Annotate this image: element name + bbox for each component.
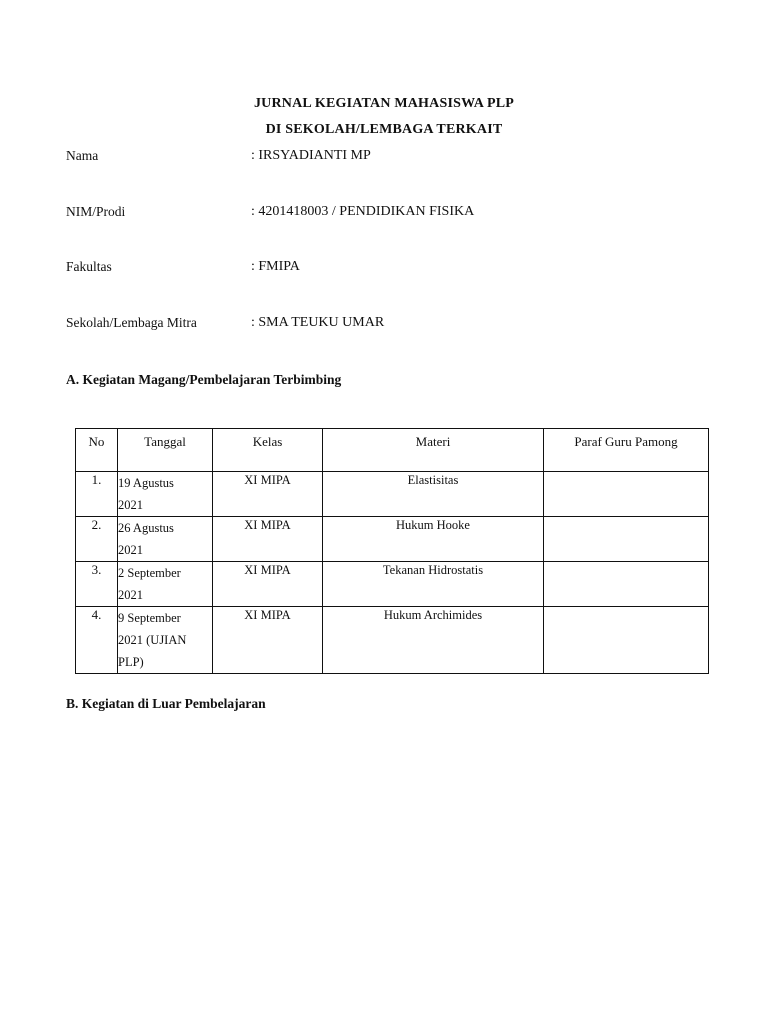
cell-paraf-signature	[544, 562, 709, 607]
cell-no: 4.	[76, 607, 118, 674]
tanggal-line: 9 September	[118, 611, 181, 625]
info-value-sekolah: : SMA TEUKU UMAR	[251, 315, 385, 330]
table-row	[76, 517, 709, 562]
cell-materi: Elastisitas	[323, 472, 544, 517]
column-header-kelas: Kelas	[213, 429, 323, 472]
column-header-no: No	[76, 429, 118, 472]
section-a-heading: A. Kegiatan Magang/Pembelajaran Terbimbing	[66, 372, 342, 387]
table-header-row	[76, 429, 709, 472]
cell-tanggal	[118, 562, 213, 607]
table-row	[76, 562, 709, 607]
tanggal-line: 2021 (UJIAN	[118, 633, 187, 647]
tanggal-line: 2021	[118, 543, 143, 557]
cell-materi: Hukum Archimides	[323, 607, 544, 674]
info-label-fakultas: Fakultas	[66, 259, 112, 274]
cell-paraf-signature	[544, 472, 709, 517]
section-b-heading: B. Kegiatan di Luar Pembelajaran	[66, 696, 266, 711]
tanggal-line: PLP)	[118, 655, 144, 669]
info-value-nim: : 4201418003 / PENDIDIKAN FISIKA	[251, 204, 475, 219]
cell-paraf-signature	[544, 517, 709, 562]
cell-tanggal	[118, 517, 213, 562]
cell-materi: Tekanan Hidrostatis	[323, 562, 544, 607]
document-title-line-2: DI SEKOLAH/LEMBAGA TERKAIT	[265, 122, 503, 137]
tanggal-line: 2021	[118, 588, 143, 602]
tanggal-line: 2021	[118, 498, 143, 512]
tanggal-line: 26 Agustus	[118, 521, 174, 535]
cell-paraf-signature	[544, 607, 709, 674]
cell-no: 2.	[76, 517, 118, 562]
column-header-materi: Materi	[323, 429, 544, 472]
cell-no: 3.	[76, 562, 118, 607]
cell-tanggal	[118, 607, 213, 674]
document-title-line-1: JURNAL KEGIATAN MAHASISWA PLP	[253, 96, 515, 111]
tanggal-line: 2 September	[118, 566, 181, 580]
activity-table	[75, 428, 709, 674]
cell-kelas: XI MIPA	[213, 562, 323, 607]
cell-kelas: XI MIPA	[213, 607, 323, 674]
cell-kelas: XI MIPA	[213, 472, 323, 517]
cell-tanggal	[118, 472, 213, 517]
column-header-tanggal: Tanggal	[118, 429, 213, 472]
info-label-sekolah: Sekolah/Lembaga Mitra	[66, 315, 197, 330]
column-header-paraf: Paraf Guru Pamong	[544, 429, 709, 472]
info-value-nama: : IRSYADIANTI MP	[251, 148, 371, 163]
cell-kelas: XI MIPA	[213, 517, 323, 562]
cell-materi: Hukum Hooke	[323, 517, 544, 562]
info-label-nama: Nama	[66, 148, 99, 163]
info-value-fakultas: : FMIPA	[251, 259, 300, 274]
tanggal-line: 19 Agustus	[118, 476, 174, 490]
table-row	[76, 472, 709, 517]
table-row	[76, 607, 709, 674]
info-label-nim: NIM/Prodi	[66, 204, 126, 219]
cell-no: 1.	[76, 472, 118, 517]
